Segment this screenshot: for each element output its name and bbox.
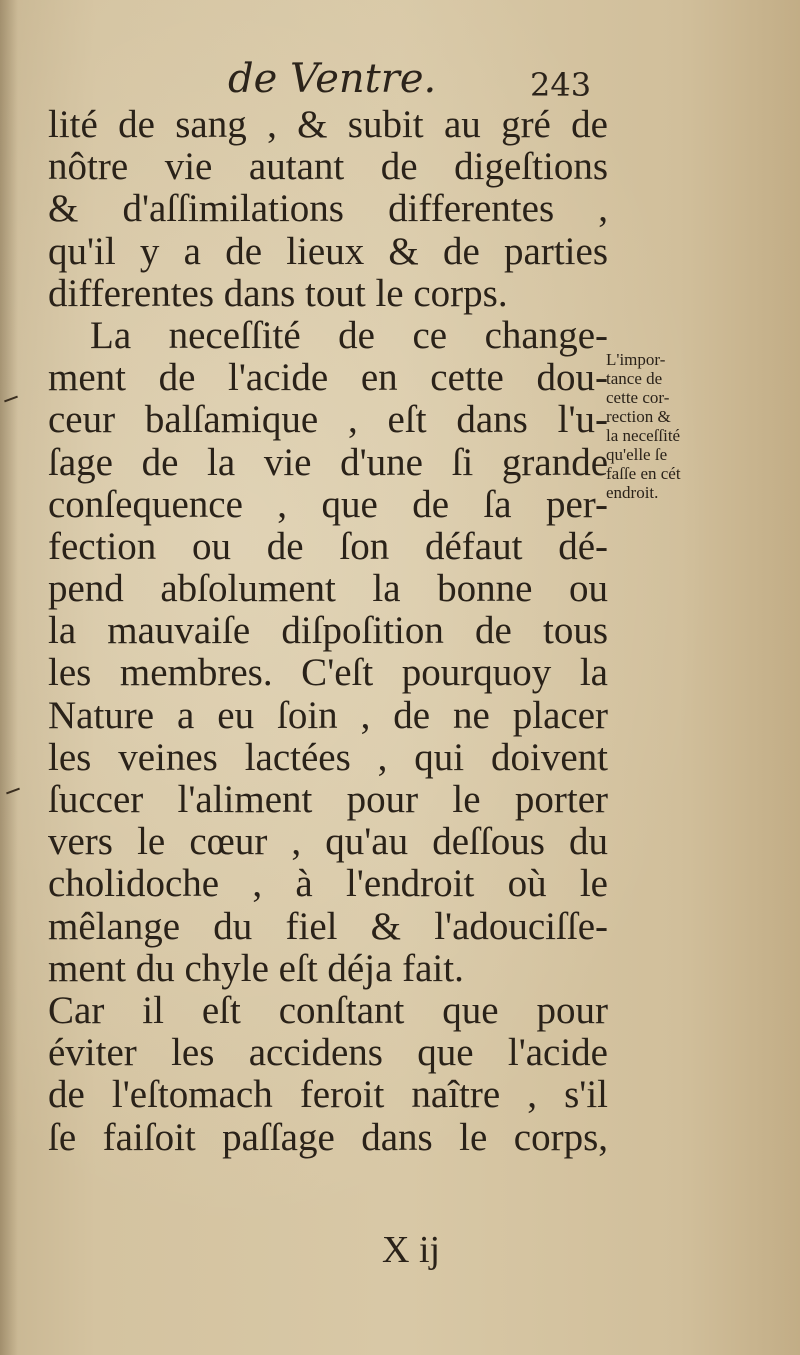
body-text: [48, 104, 608, 1159]
margin-note-line: rection &: [606, 407, 671, 426]
margin-note-line: tance de: [606, 369, 663, 388]
text-line: differentes dans tout le corps.: [48, 271, 508, 315]
signature-mark: X ij: [382, 1229, 441, 1271]
text-line: éviter les accidens que l'acide: [48, 1031, 608, 1075]
text-line: pend abſolument la bonne ou: [48, 567, 608, 611]
text-line: conſequence , que de ſa per-: [48, 482, 608, 526]
text-line: les veines lactées , qui doivent: [48, 735, 608, 779]
margin-note-line: cette cor-: [606, 388, 670, 407]
margin-note: [606, 350, 796, 502]
text-line: ment du chyle eſt déja fait.: [48, 946, 464, 990]
text-line: ment de l'acide en cette dou-: [48, 356, 608, 400]
text-line: la mauvaiſe diſpoſition de tous: [48, 609, 608, 653]
text-line: qu'il y a de lieux & de parties: [48, 229, 608, 273]
margin-note-line: la neceſſité: [606, 426, 681, 445]
text-line: cholidoche , à l'endroit où le: [48, 862, 608, 906]
gutter-shadow: [0, 0, 18, 1355]
text-line: fection ou de ſon défaut dé-: [48, 524, 608, 568]
margin-note-line: qu'elle ſe: [606, 445, 668, 464]
text-line: ceur balſamique , eſt dans l'u-: [48, 398, 608, 442]
text-line: ſuccer l'aliment pour le porter: [48, 778, 608, 821]
text-line: Car il eſt conſtant que pour: [48, 988, 608, 1032]
text-line: nôtre vie autant de digeſtions: [48, 145, 608, 189]
text-line: les membres. C'eſt pourquoy la: [48, 651, 608, 695]
text-line: ſage de la vie d'une ſi grande: [48, 440, 608, 484]
text-line: & d'aſſimilations differentes ,: [48, 187, 608, 231]
margin-note-line: L'impor-: [606, 350, 666, 369]
text-line: Nature a eu ſoin , de ne placer: [48, 693, 608, 737]
text-line: mêlange du fiel & l'adouciſſe-: [48, 904, 608, 948]
running-head: de Ventre.: [228, 56, 437, 102]
text-line: de l'eſtomach feroit naître , s'il: [48, 1073, 608, 1117]
margin-note-line: endroit.: [606, 483, 659, 502]
text-line: lité de sang , & subit au gré de: [48, 103, 608, 146]
paragraph-start-line: La neceſſité de ce change-: [90, 313, 608, 357]
page-number: 243: [530, 66, 592, 104]
text-line: ſe faiſoit paſſage dans le corps,: [48, 1115, 608, 1159]
margin-note-line: faſſe en cét: [606, 464, 681, 483]
text-line: vers le cœur , qu'au deſſous du: [48, 820, 608, 864]
